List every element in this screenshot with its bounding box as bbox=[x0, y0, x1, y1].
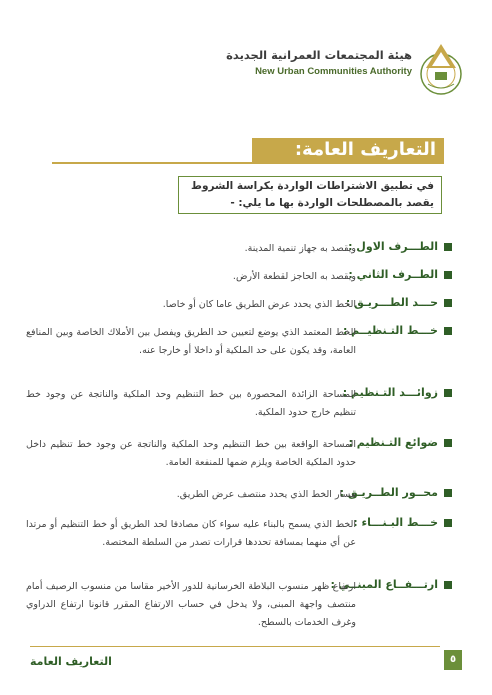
definition-text: الخط الذي يحدد عرض الطريق عاما كان أو خاصا. bbox=[162, 299, 356, 310]
definition-text: الخط المعتمد الذي يوضع لتعيين حد الطريق ويفصل بين الأملاك الخاصة وبين المنافع العامة، وقد يكون على حد الملكية أو داخلا أو خارجا عنه. bbox=[26, 327, 356, 356]
intro-line-2: يقصد بالمصطلحات الواردة بها ما يلي: - bbox=[230, 197, 434, 209]
bullet-square-icon bbox=[444, 243, 452, 251]
definition-text: ارتفاع ظهر منسوب البلاطة الخرسانية للدور الأخير مقاسا من منسوب الرصيف أمام منتصف واجهة المبنى، ولا يدخل في حساب الارتفاع المقرر قانونا ارتفاع الدراوي وغرف الخدمات بالسطح. bbox=[26, 581, 356, 628]
organization-name-arabic: هيئة المجتمعات العمرانية الجديدة bbox=[226, 48, 412, 62]
footer-section-title: التعاريف العامة bbox=[30, 655, 112, 668]
bullet-square-icon bbox=[444, 327, 452, 335]
bullet-square-icon bbox=[444, 299, 452, 307]
header bbox=[34, 40, 464, 100]
definition-text: مسار الخط الذي يحدد منتصف عرض الطريق. bbox=[176, 489, 356, 500]
definition-term: زوائـــد التـنظيم : bbox=[342, 386, 438, 399]
bullet-square-icon bbox=[444, 519, 452, 527]
definition-text: المساحة الزائدة المحصورة بين خط التنظيم وحد الملكية والناتجة عن وجود خط تنظيم خارج حدود الملكية. bbox=[26, 389, 356, 418]
bullet-square-icon bbox=[444, 271, 452, 279]
intro-line-1: في تطبيق الاشتراطات الواردة بكراسة الشروط bbox=[191, 180, 434, 192]
bullet-square-icon bbox=[444, 489, 452, 497]
definition-text: الخط الذي يسمح بالبناء عليه سواء كان مصادفا لحد الطريق أو خط التنظيم أو مرتدا عن أي منهما بمسافة تحددها قرارات تصدر من السلطة المختصة. bbox=[26, 519, 356, 548]
definition-text: ويقصد به الحاجز لقطعة الأرض. bbox=[232, 271, 356, 282]
bullet-square-icon bbox=[444, 581, 452, 589]
organization-name-english: New Urban Communities Authority bbox=[255, 66, 412, 77]
definition-term: ارتـــفــاع المبنــي : bbox=[330, 578, 438, 591]
definition-term: محــور الطــريـق : bbox=[339, 486, 438, 499]
definition-text: ويقصد به جهاز تنمية المدينة. bbox=[244, 243, 356, 254]
title-underline bbox=[52, 162, 444, 164]
section-title: التعاريف العامة: bbox=[294, 139, 436, 160]
footer-divider bbox=[30, 646, 440, 647]
nuca-logo bbox=[418, 40, 464, 98]
definition-text: المساحة الواقعة بين خط التنظيم وحد الملكية والناتجة عن وجود خط تنظيم داخل حدود الملكية الخاصة ويلزم ضمها للمنفعة العامة. bbox=[26, 439, 356, 468]
definition-term: ضوائع التـنظيم : bbox=[348, 436, 438, 449]
bullet-square-icon bbox=[444, 439, 452, 447]
definition-term: حـــد الطـــريـق : bbox=[345, 296, 438, 309]
definition-term: خـــط التـنظيــم : bbox=[342, 324, 438, 337]
bullet-square-icon bbox=[444, 389, 452, 397]
definition-term: خـــط البـنـــاء : bbox=[353, 516, 438, 529]
definition-term: الطـــرف الاول : bbox=[348, 240, 438, 253]
page-number: ٥ bbox=[444, 650, 462, 670]
definition-term: الطــرف الثاني : bbox=[348, 268, 438, 281]
